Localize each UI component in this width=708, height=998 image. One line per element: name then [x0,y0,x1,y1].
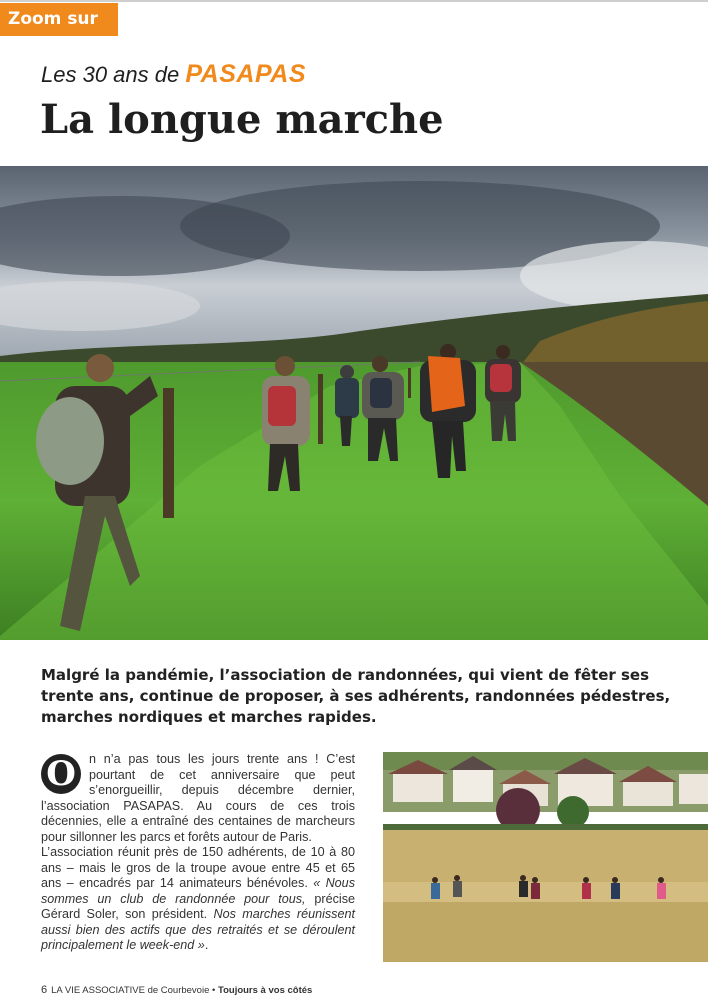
paragraph-2 [41,845,355,954]
page-number: 6 [41,984,48,996]
paragraph-2-end: . [204,938,209,952]
slogan: Toujours à vos côtés [217,985,313,996]
headline: La longue marche [40,96,444,143]
publication-name: LA VIE ASSOCIATIVE de Courbevoie [51,985,210,996]
hero-photo [0,166,708,640]
kicker [41,60,306,89]
quote-1: « Nous sommes un club de randonnée pour tous, [41,876,355,906]
kicker-brand: PASAPAS [185,60,306,88]
page-footer [41,984,312,996]
quote-2: Nos marches réunissent aussi bien des actifs que des retraités et se déroulent principalement le week-end » [41,907,355,952]
article-body [41,752,355,954]
paragraph-1-text: n n’a pas tous les jours trente ans ! C’est pourtant de cet anniversaire que peut s’enorgueillir, depuis décembre dernier, l’association PASAPAS. Au cours de ces trois décennies, elle a entraîné des centaines de marcheurs pour sillonner les parcs et forêts autour de Paris. [41,752,355,844]
paragraph-1 [41,752,355,845]
kicker-lead: Les 30 ans de [41,62,186,87]
dropcap: O [41,754,81,794]
section-tag: Zoom sur [0,3,118,36]
top-rule [0,0,708,2]
paragraph-2-a: L’association réunit près de 150 adhérents, de 10 à 80 ans – mais le gros de la troupe avoue entre 45 et 65 ans – encadrés par 14 animateurs bénévoles. [41,845,355,890]
footer-separator: • [209,985,218,996]
field-photo [383,752,708,962]
chapo: Malgré la pandémie, l’association de randonnées, qui vient de fêter ses trente ans, continue de proposer, à ses adhérents, randonnées pédestres, marches nordiques et marches rapides. [41,666,671,726]
paragraph-2-b: précise Gérard Soler, son président. [41,891,355,921]
